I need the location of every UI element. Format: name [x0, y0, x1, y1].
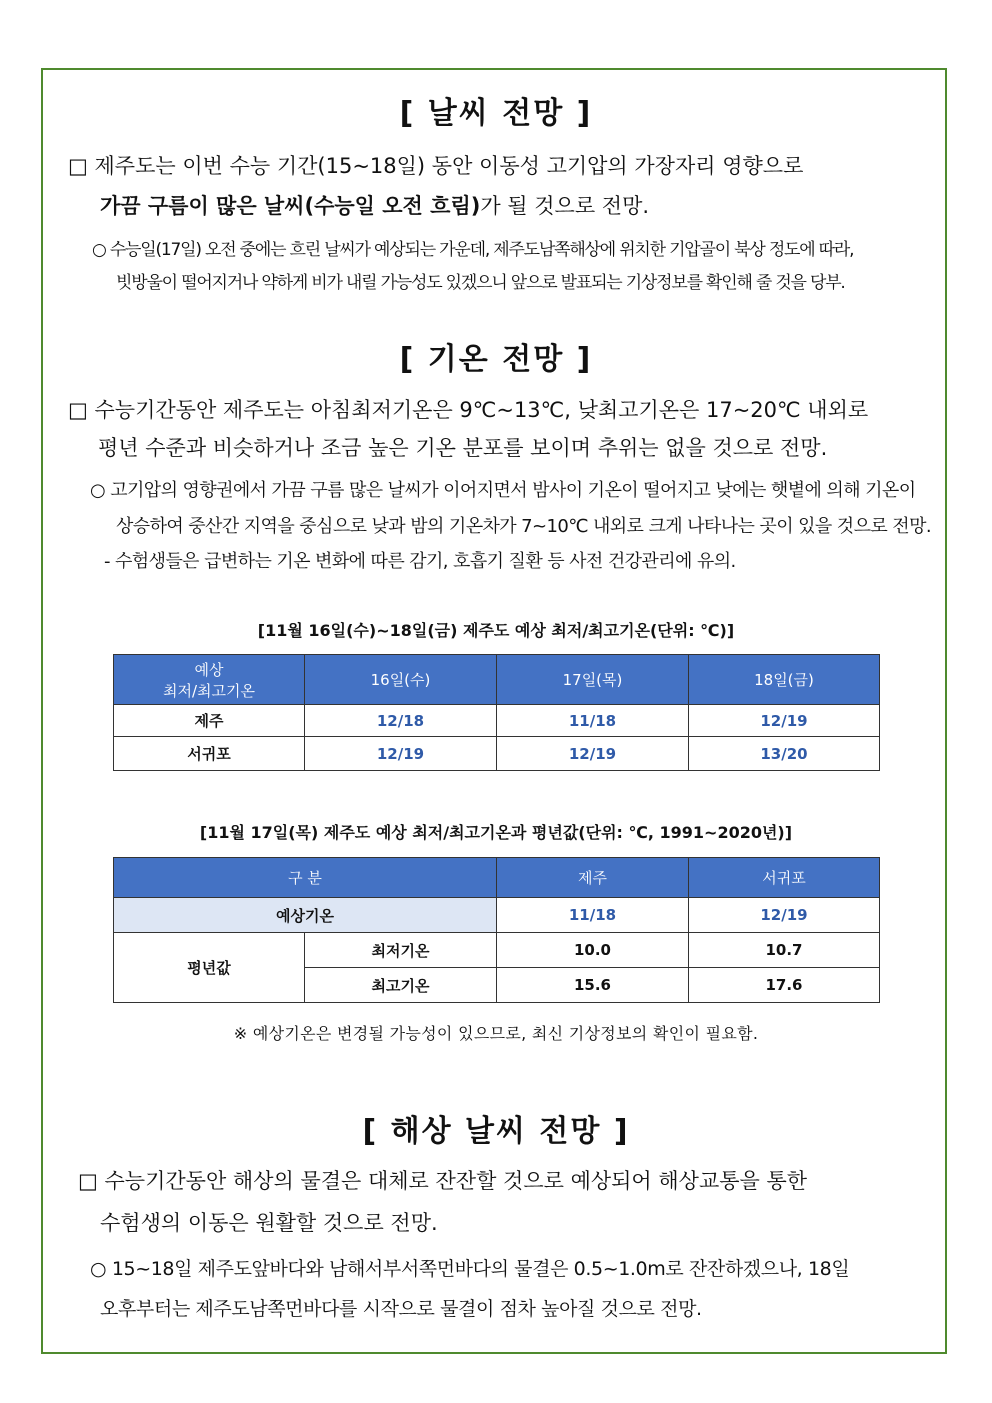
table2-cell: 10.7: [689, 933, 880, 968]
table1-row-label: 서귀포: [114, 737, 305, 771]
marine-circle-line2: 오후부터는 제주도남쪽먼바다를 시작으로 물결이 점차 높아질 것으로 전망.: [100, 1298, 702, 1320]
temperature-dash-line: - 수험생들은 급변하는 기온 변화에 따른 감기, 호흡기 질환 등 사전 건강관리에 유의.: [104, 551, 736, 572]
table2-header-label: 구 분: [114, 858, 497, 898]
temperature-circle-line1: ○ 고기압의 영향권에서 가끔 구름 많은 날씨가 이어지면서 밤사이 기온이 떨어지고 낮에는 햇볕에 의해 기온이: [90, 480, 916, 501]
table1-col-header: 16일(수): [305, 655, 497, 705]
table2-cell: 11/18: [497, 898, 689, 933]
weather-title: [ 날씨 전망 ]: [399, 96, 593, 131]
table2-cell: 12/19: [689, 898, 880, 933]
table2-max-label: 최고기온: [305, 968, 497, 1003]
table1-row-label: 제주: [114, 705, 305, 737]
table2-cell: 17.6: [689, 968, 880, 1003]
forecast-table: [113, 654, 880, 771]
table2-col-header: 서귀포: [689, 858, 880, 898]
table1-cell: 12/18: [305, 705, 497, 737]
temperature-box-line1: □ 수능기간동안 제주도는 아침최저기온은 9℃~13℃, 낮최고기온은 17~20℃ 내외로: [68, 398, 869, 422]
weather-box-line1: □ 제주도는 이번 수능 기간(15~18일) 동안 이동성 고기압의 가장자리 영향으로: [68, 154, 804, 178]
table1-caption: [11월 16일(수)~18일(금) 제주도 예상 최저/최고기온(단위: ℃)]: [257, 621, 735, 640]
marine-circle-line1: ○ 15~18일 제주도앞바다와 남해서부서쪽먼바다의 물결은 0.5~1.0m로 잔잔하겠으나, 18일: [90, 1258, 850, 1280]
table1-col-header: 17일(목): [497, 655, 689, 705]
table1-cell: 11/18: [497, 705, 689, 737]
forecast-note: ※ 예상기온은 변경될 가능성이 있으므로, 최신 기상정보의 확인이 필요함.: [233, 1024, 759, 1043]
table2-caption: [11월 17일(목) 제주도 예상 최저/최고기온과 평년값(단위: ℃, 1991~2020년)]: [199, 823, 793, 842]
temperature-circle-line2: 상승하여 중산간 지역을 중심으로 낮과 밤의 기온차가 7~10℃ 내외로 크게 나타나는 곳이 있을 것으로 전망.: [116, 516, 931, 537]
temperature-box-line2: 평년 수준과 비슷하거나 조금 높은 기온 분포를 보이며 추위는 없을 것으로 전망.: [98, 436, 828, 460]
marine-box-line1: □ 수능기간동안 해상의 물결은 대체로 잔잔할 것으로 예상되어 해상교통을 통한: [78, 1169, 808, 1193]
table2-cell: 15.6: [497, 968, 689, 1003]
table2-normal-label: 평년값: [114, 933, 305, 1003]
table1-cell: 12/19: [689, 705, 880, 737]
table-row: [114, 705, 880, 737]
table1-cell: 13/20: [689, 737, 880, 771]
table-row: [114, 933, 880, 968]
weather-box-line2-rest: 가 될 것으로 전망.: [480, 194, 650, 218]
marine-box-line2: 수험생의 이동은 원활할 것으로 전망.: [100, 1211, 438, 1235]
table2-min-label: 최저기온: [305, 933, 497, 968]
normal-table: [113, 857, 880, 1003]
table1-cell: 12/19: [497, 737, 689, 771]
weather-circle-line1: ○ 수능일(17일) 오전 중에는 흐린 날씨가 예상되는 가운데, 제주도남쪽해상에 위치한 기압골이 북상 정도에 따라,: [92, 240, 854, 260]
table2-cell: 10.0: [497, 933, 689, 968]
weather-box-line2: [100, 190, 649, 220]
table-row: [114, 898, 880, 933]
temperature-title: [ 기온 전망 ]: [399, 342, 593, 377]
table1-cell: 12/19: [305, 737, 497, 771]
weather-box-line2-bold: 가끔 구름이 많은 날씨(수능일 오전 흐림): [100, 194, 481, 218]
table2-forecast-label: 예상기온: [114, 898, 497, 933]
weather-circle-line2: 빗방울이 떨어지거나 약하게 비가 내릴 가능성도 있겠으니 앞으로 발표되는 기상정보를 확인해 줄 것을 당부.: [116, 273, 845, 293]
marine-title: [ 해상 날씨 전망 ]: [362, 1114, 630, 1149]
table1-header-corner: 예상 최저/최고기온: [114, 655, 305, 705]
table2-col-header: 제주: [497, 858, 689, 898]
table-row: [114, 737, 880, 771]
table1-col-header: 18일(금): [689, 655, 880, 705]
